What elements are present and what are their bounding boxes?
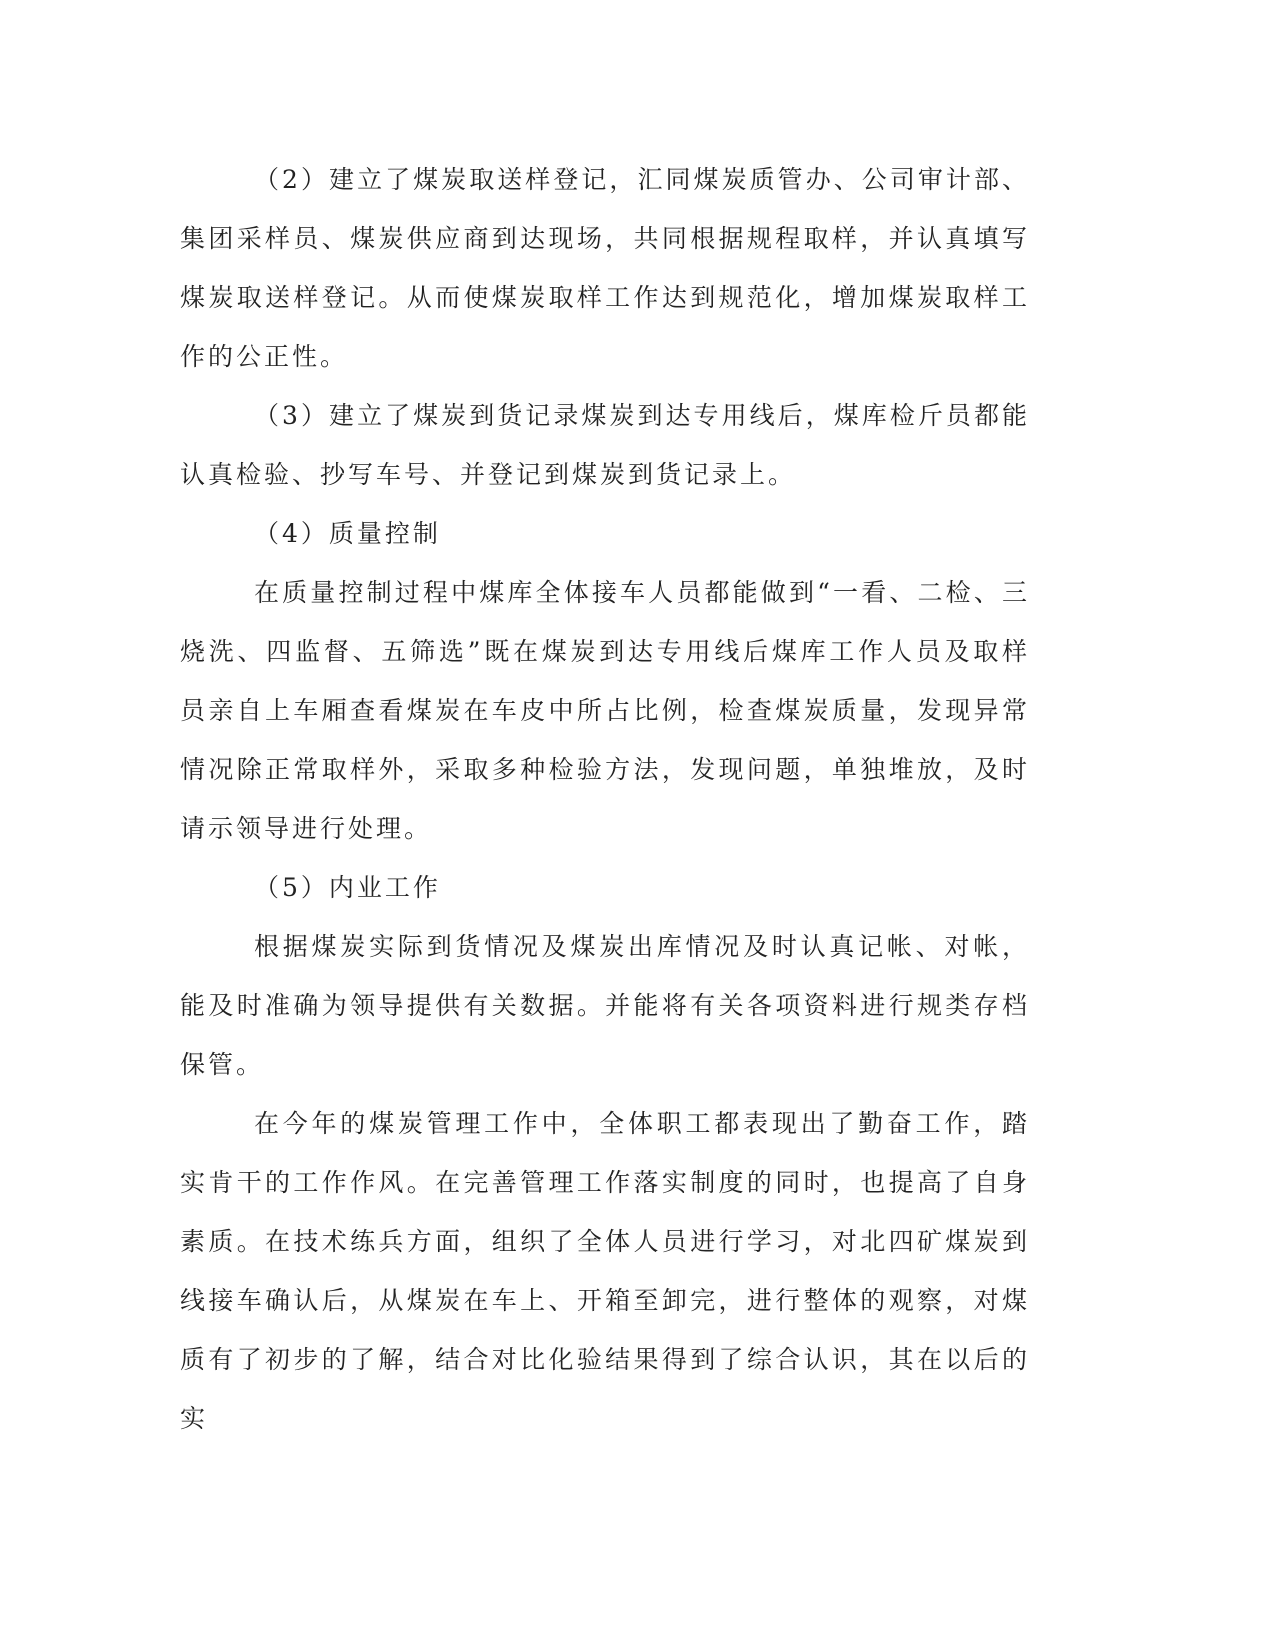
document-body bbox=[180, 150, 1030, 1448]
heading-internal-work: （5）内业工作 bbox=[254, 873, 441, 902]
paragraph-internal-work: 根据煤炭实际到货情况及煤炭出库情况及时认真记帐、对帐，能及时准确为领导提供有关数据。并能将有关各项资料进行规类存档保管。 bbox=[180, 932, 1030, 1079]
paragraph-coal-sampling-registration: （2）建立了煤炭取送样登记，汇同煤炭质管办、公司审计部、集团采样员、煤炭供应商到达现场，共同根据规程取样，并认真填写煤炭取送样登记。从而使煤炭取样工作达到规范化，增加煤炭取样工作的公正性。 bbox=[180, 165, 1030, 371]
paragraph-annual-summary: 在今年的煤炭管理工作中，全体职工都表现出了勤奋工作，踏实肯干的工作作风。在完善管理工作落实制度的同时，也提高了自身素质。在技术练兵方面，组织了全体人员进行学习，对北四矿煤炭到线接车确认后，从煤炭在车上、开箱至卸完，进行整体的观察，对煤质有了初步的了解，结合对比化验结果得到了综合认识，其在以后的实 bbox=[180, 1109, 1030, 1433]
paragraph-quality-control: 在质量控制过程中煤库全体接车人员都能做到“一看、二检、三烧洗、四监督、五筛选”既在煤炭到达专用线后煤库工作人员及取样员亲自上车厢查看煤炭在车皮中所占比例，检查煤炭质量，发现异常情况除正常取样外，采取多种检验方法，发现问题，单独堆放，及时请示领导进行处理。 bbox=[180, 578, 1030, 843]
heading-quality-control: （4）质量控制 bbox=[254, 519, 441, 548]
paragraph-coal-arrival-record: （3）建立了煤炭到货记录煤炭到达专用线后，煤库检斤员都能认真检验、抄写车号、并登记到煤炭到货记录上。 bbox=[180, 401, 1030, 489]
